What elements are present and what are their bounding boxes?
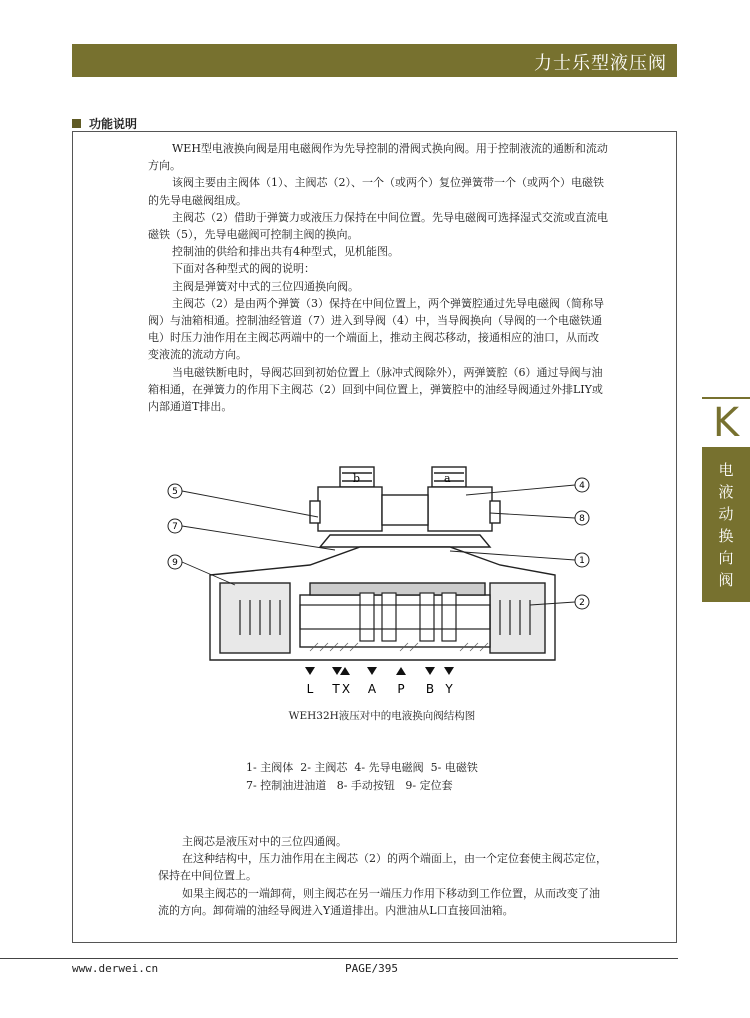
bottom-paragraph: 在这种结构中，压力油作用在主阀芯（2）的两个端面上，由一个定位套使主阀芯定位，保持在中间位置上。	[158, 852, 607, 883]
pilot-solenoid-valve	[310, 467, 500, 547]
callout-number: 1	[579, 556, 585, 566]
valve-structure-diagram	[160, 455, 600, 700]
side-tab-label	[702, 459, 750, 591]
legend-line: 7- 控制油进油道 8- 手动按钮 9- 定位套	[246, 779, 453, 792]
side-tab-char: 换	[718, 527, 734, 545]
side-tab-char: 液	[718, 483, 734, 501]
footer-divider	[0, 958, 678, 959]
footer-url[interactable]: www.derwei.cn	[72, 962, 159, 975]
bottom-text	[158, 833, 608, 919]
callout-number: 9	[172, 558, 178, 568]
port-label: T	[332, 682, 340, 696]
side-tab-char: 阀	[718, 571, 734, 589]
callout-number: 8	[579, 514, 585, 524]
page-number: PAGE/395	[345, 962, 398, 975]
square-bullet-icon	[72, 119, 81, 128]
port-arrows	[305, 667, 454, 675]
intro-paragraph: 主阀芯（2）是由两个弹簧（3）保持在中间位置上，两个弹簧腔通过先导电磁阀（简称导阀）与油箱相通。控制油经管道（7）进入到导阀（4）中，当导阀换向（导阀的一个电磁铁通电）时压力油作用在主阀芯两端中的一个端面上，推动主阀芯移动，接通相应的油口，从而改变液流的流动方向。	[148, 296, 604, 362]
port-label: L	[306, 682, 314, 696]
port-label: B	[425, 682, 435, 696]
section-heading	[72, 115, 137, 131]
port-label: Y	[445, 682, 453, 696]
figure-legend	[246, 759, 478, 795]
callout-number: 7	[172, 522, 178, 532]
header-bar	[72, 44, 677, 77]
intro-paragraph: WEH型电液换向阀是用电磁阀作为先导控制的滑阀式换向阀。用于控制液流的通断和流动方向。	[148, 142, 608, 173]
callout-number: 5	[172, 487, 178, 497]
side-tab	[702, 397, 750, 602]
side-tab-char: 动	[718, 505, 734, 523]
intro-paragraph: 当电磁铁断电时，导阀芯回到初始位置上（脉冲式阀除外），两弹簧腔（6）通过导阀与油箱相通，在弹簧力的作用下主阀芯（2）回到中间位置上，弹簧腔中的油经导阀通过外排LIY或内部通道T排出。	[148, 365, 603, 414]
intro-paragraph: 该阀主要由主阀体（1）、主阀芯（2）、一个（或两个）复位弹簧带一个（或两个）电磁铁的先导电磁阀组成。	[148, 176, 604, 207]
page-title: 力士乐型液压阀	[534, 53, 667, 74]
side-tab-char: 电	[718, 461, 734, 479]
port-label: P	[397, 682, 405, 696]
side-tab-letter: K	[702, 399, 750, 447]
callout-number: 4	[579, 481, 585, 491]
intro-text	[148, 140, 608, 415]
intro-paragraph: 下面对各种型式的阀的说明：	[172, 262, 315, 276]
port-label: X	[341, 682, 351, 696]
solenoid-b-label: b	[353, 472, 361, 485]
port-label: A	[367, 682, 377, 696]
section-title: 功能说明	[89, 116, 138, 131]
figure-caption: WEH32H液压对中的电液换向阀结构图	[288, 710, 476, 722]
bottom-paragraph: 主阀芯是液压对中的三位四通阀。	[182, 835, 347, 848]
side-tab-char: 向	[718, 549, 734, 567]
intro-paragraph: 主阀是弹簧对中式的三位四通换向阀。	[172, 279, 359, 293]
intro-paragraph: 主阀芯（2）借助于弹簧力或液压力保持在中间位置。先导电磁阀可选择湿式交流或直流电磁铁（5），先导电磁阀可控制主阀的换向。	[148, 210, 608, 242]
intro-paragraph: 控制油的供给和排出共有4种型式，见机能图。	[172, 245, 399, 259]
callout-number: 2	[579, 598, 585, 608]
bottom-paragraph: 如果主阀芯的一端卸荷，则主阀芯在另一端压力作用下移动到工作位置，从而改变了油流的方向。卸荷端的油经导阀进入Y通道排出。内泄油从L口直接回油箱。	[158, 886, 600, 917]
legend-line: 1- 主阀体 2- 主阀芯 4- 先导电磁阀 5- 电磁铁	[246, 761, 478, 774]
solenoid-a-label: a	[444, 472, 451, 485]
